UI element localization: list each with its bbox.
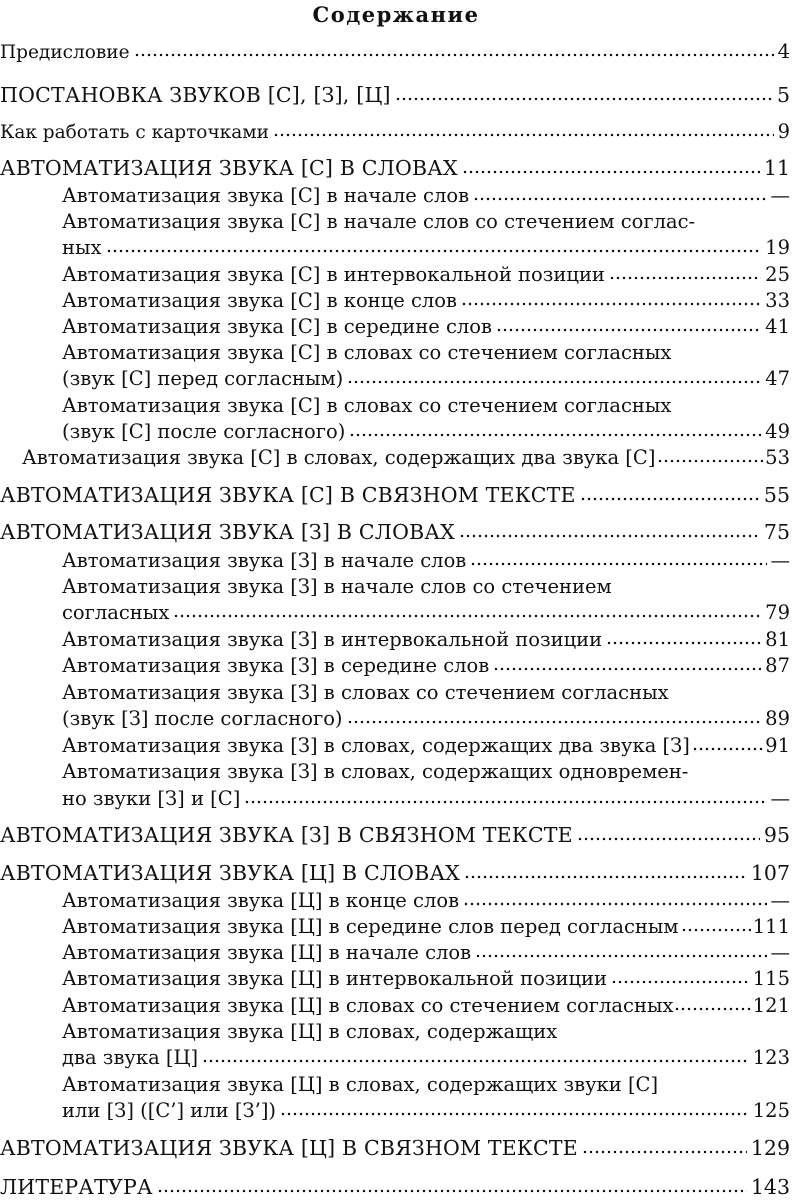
- dot-leader: [395, 96, 773, 102]
- toc-subentry-line1: [62, 341, 790, 367]
- dot-leader: [580, 496, 760, 502]
- toc-subentry: [62, 707, 790, 733]
- entry-label: Автоматизация звука [С] в словах со стечением согласных: [62, 394, 672, 417]
- entry-label: Автоматизация звука [С] в словах со стечением согласных: [62, 341, 672, 364]
- toc-subentry: [62, 628, 790, 654]
- toc-section-entry: [0, 1175, 790, 1201]
- entry-page-number: 121: [752, 994, 790, 1017]
- entry-page-number: 25: [765, 263, 790, 286]
- toc-subentry: [62, 1099, 790, 1125]
- toc-subentry-line1: [62, 394, 790, 420]
- dot-leader: [577, 836, 760, 842]
- entry-label: Автоматизация звука [З] в словах со стечением согласных: [62, 681, 669, 704]
- entry-page-number: —: [770, 941, 790, 964]
- entry-label-continued: (звук [С] перед согласным): [62, 367, 344, 390]
- toc-entry: [0, 120, 790, 146]
- toc-entry: [0, 40, 790, 66]
- entry-page-number: 143: [750, 1175, 790, 1199]
- toc-section-entry: [0, 861, 790, 887]
- toc-subentry: [62, 1046, 790, 1072]
- dot-leader: [280, 1111, 749, 1117]
- dot-leader: [461, 301, 761, 307]
- dot-leader: [202, 1058, 749, 1064]
- entry-page-number: —: [770, 787, 790, 810]
- entry-label-continued: два звука [Ц]: [62, 1046, 199, 1069]
- section-label: АВТОМАТИЗАЦИЯ ЗВУКА [С] В СЛОВАХ: [0, 156, 458, 180]
- dot-leader: [464, 874, 747, 880]
- dot-leader: [493, 666, 761, 672]
- section-label: ЛИТЕРАТУРА: [0, 1175, 153, 1199]
- toc-subentry: [22, 446, 790, 472]
- toc-title: Содержание: [312, 2, 480, 27]
- entry-label: Автоматизация звука [С] в начале слов со стечением соглас-: [62, 210, 696, 233]
- entry-label: Автоматизация звука [З] в интервокальной позиции: [62, 628, 603, 651]
- toc-subentry-line1: [62, 1020, 790, 1046]
- entry-page-number: 49: [765, 420, 790, 443]
- dot-leader: [347, 379, 761, 385]
- entry-label: Автоматизация звука [З] в словах, содержащих одновремен-: [62, 760, 689, 783]
- entry-label: Автоматизация звука [З] в начале слов: [62, 549, 467, 572]
- section-label: АВТОМАТИЗАЦИЯ ЗВУКА [З] В СВЯЗНОМ ТЕКСТЕ: [0, 823, 573, 847]
- dot-leader: [463, 901, 766, 907]
- entry-page-number: 11: [763, 156, 790, 180]
- toc-subentry: [62, 734, 790, 760]
- toc-section-entry: [0, 483, 790, 509]
- dot-leader: [106, 248, 762, 254]
- dot-leader: [657, 458, 763, 464]
- entry-label-continued: ных: [62, 236, 102, 259]
- section-label: АВТОМАТИЗАЦИЯ ЗВУКА [С] В СВЯЗНОМ ТЕКСТЕ: [0, 483, 576, 507]
- entry-page-number: —: [770, 184, 790, 207]
- entry-label: Автоматизация звука [Ц] в интервокальной позиции: [62, 967, 608, 990]
- entry-label: Автоматизация звука [С] в словах, содержащих два звука [С]: [22, 446, 656, 469]
- entry-page-number: 53: [765, 446, 790, 469]
- toc-section-entry: [0, 1136, 790, 1162]
- entry-page-number: 33: [765, 289, 790, 312]
- entry-label-continued: (звук [З] после согласного): [62, 707, 343, 730]
- entry-page-number: 111: [752, 915, 790, 938]
- entry-page-number: 81: [765, 628, 790, 651]
- entry-label-continued: но звуки [З] и [С]: [62, 787, 241, 810]
- toc-subentry: [62, 994, 790, 1020]
- toc-section-entry: [0, 156, 790, 182]
- entry-label: Автоматизация звука [Ц] в словах, содержащих звуки [С]: [62, 1073, 659, 1096]
- entry-page-number: 115: [752, 967, 790, 990]
- entry-label-continued: или [З] ([С’] или [З’]): [62, 1099, 277, 1122]
- toc-subentry-line1: [62, 210, 790, 236]
- dot-leader: [349, 432, 761, 438]
- entry-label-continued: (звук [С] после согласного): [62, 420, 346, 443]
- entry-page-number: 41: [765, 315, 790, 338]
- dot-leader: [244, 799, 766, 805]
- toc-section-entry: [0, 520, 790, 546]
- dot-leader: [134, 52, 774, 58]
- entry-label: Автоматизация звука [Ц] в конце слов: [62, 889, 460, 912]
- dot-leader: [475, 953, 766, 959]
- entry-label: Автоматизация звука [З] в середине слов: [62, 654, 490, 677]
- toc-subentry: [62, 941, 790, 967]
- entry-page-number: 4: [777, 40, 790, 63]
- toc-subentry-line1: [62, 575, 790, 601]
- toc-subentry: [62, 315, 790, 341]
- entry-label: Автоматизация звука [З] в словах, содержащих два звука [З]: [62, 734, 690, 757]
- entry-page-number: 123: [752, 1046, 790, 1069]
- entry-label: Предисловие: [0, 42, 130, 63]
- toc-subentry: [62, 889, 790, 915]
- toc-subentry: [62, 787, 790, 813]
- entry-label: Автоматизация звука [Ц] в словах со стечением согласных: [62, 994, 674, 1017]
- toc-subentry: [62, 236, 790, 262]
- section-label: АВТОМАТИЗАЦИЯ ЗВУКА [З] В СЛОВАХ: [0, 520, 455, 544]
- dot-leader: [692, 746, 763, 752]
- entry-page-number: —: [770, 889, 790, 912]
- entry-page-number: —: [770, 549, 790, 572]
- entry-page-number: 129: [750, 1136, 790, 1160]
- entry-page-number: 89: [765, 707, 790, 730]
- entry-label: Автоматизация звука [С] в конце слов: [62, 289, 457, 312]
- entry-page-number: 107: [750, 861, 790, 885]
- toc-section-entry: [0, 83, 790, 109]
- toc-subentry-line1: [62, 760, 790, 786]
- toc-subentry-line1: [62, 1073, 790, 1099]
- dot-leader: [462, 169, 760, 175]
- toc-subentry: [62, 184, 790, 210]
- toc-subentry: [62, 601, 790, 627]
- toc-subentry: [62, 915, 790, 941]
- entry-label: Автоматизация звука [С] в начале слов: [62, 184, 470, 207]
- dot-leader: [347, 719, 762, 725]
- toc-subentry-line1: [62, 681, 790, 707]
- dot-leader: [606, 640, 761, 646]
- toc-subentry: [62, 967, 790, 993]
- entry-label: Автоматизация звука [С] в интервокальной позиции: [62, 263, 605, 286]
- entry-label: Автоматизация звука [Ц] в середине слов перед согласным: [62, 915, 679, 938]
- toc-subentry: [62, 654, 790, 680]
- dot-leader: [611, 979, 749, 985]
- entry-page-number: 79: [765, 601, 790, 624]
- entry-page-number: 125: [752, 1099, 790, 1122]
- section-label: ПОСТАНОВКА ЗВУКОВ [С], [З], [Ц]: [0, 83, 391, 107]
- dot-leader: [681, 927, 751, 933]
- entry-page-number: 55: [763, 483, 790, 507]
- entry-page-number: 95: [763, 823, 790, 847]
- dot-leader: [273, 132, 774, 138]
- entry-page-number: 9: [777, 120, 790, 143]
- entry-label: Автоматизация звука [С] в середине слов: [62, 315, 493, 338]
- dot-leader: [496, 327, 761, 333]
- toc-subentry: [62, 289, 790, 315]
- entry-label: Автоматизация звука [Ц] в словах, содержащих: [62, 1020, 558, 1043]
- dot-leader: [173, 613, 761, 619]
- entry-page-number: 75: [763, 520, 790, 544]
- entry-label-continued: согласных: [62, 601, 170, 624]
- section-label: АВТОМАТИЗАЦИЯ ЗВУКА [Ц] В СВЯЗНОМ ТЕКСТЕ: [0, 1136, 578, 1160]
- dot-leader: [609, 275, 761, 281]
- entry-page-number: 47: [765, 367, 790, 390]
- toc-subentry: [62, 420, 790, 446]
- toc-subentry: [62, 367, 790, 393]
- entry-page-number: 87: [765, 654, 790, 677]
- toc-section-entry: [0, 823, 790, 849]
- dot-leader: [582, 1149, 747, 1155]
- entry-label: Автоматизация звука [З] в начале слов со стечением: [62, 575, 612, 598]
- dot-leader: [473, 196, 766, 202]
- entry-page-number: 91: [765, 734, 790, 757]
- entry-label: Как работать с карточками: [0, 122, 269, 143]
- entry-page-number: 5: [776, 83, 790, 107]
- section-label: АВТОМАТИЗАЦИЯ ЗВУКА [Ц] В СЛОВАХ: [0, 861, 460, 885]
- dot-leader: [459, 533, 760, 539]
- dot-leader: [157, 1188, 747, 1194]
- entry-label: Автоматизация звука [Ц] в начале слов: [62, 941, 472, 964]
- entry-page-number: 19: [765, 236, 790, 259]
- dot-leader: [674, 1006, 751, 1012]
- toc-subentry: [62, 549, 790, 575]
- dot-leader: [470, 561, 766, 567]
- toc-subentry: [62, 263, 790, 289]
